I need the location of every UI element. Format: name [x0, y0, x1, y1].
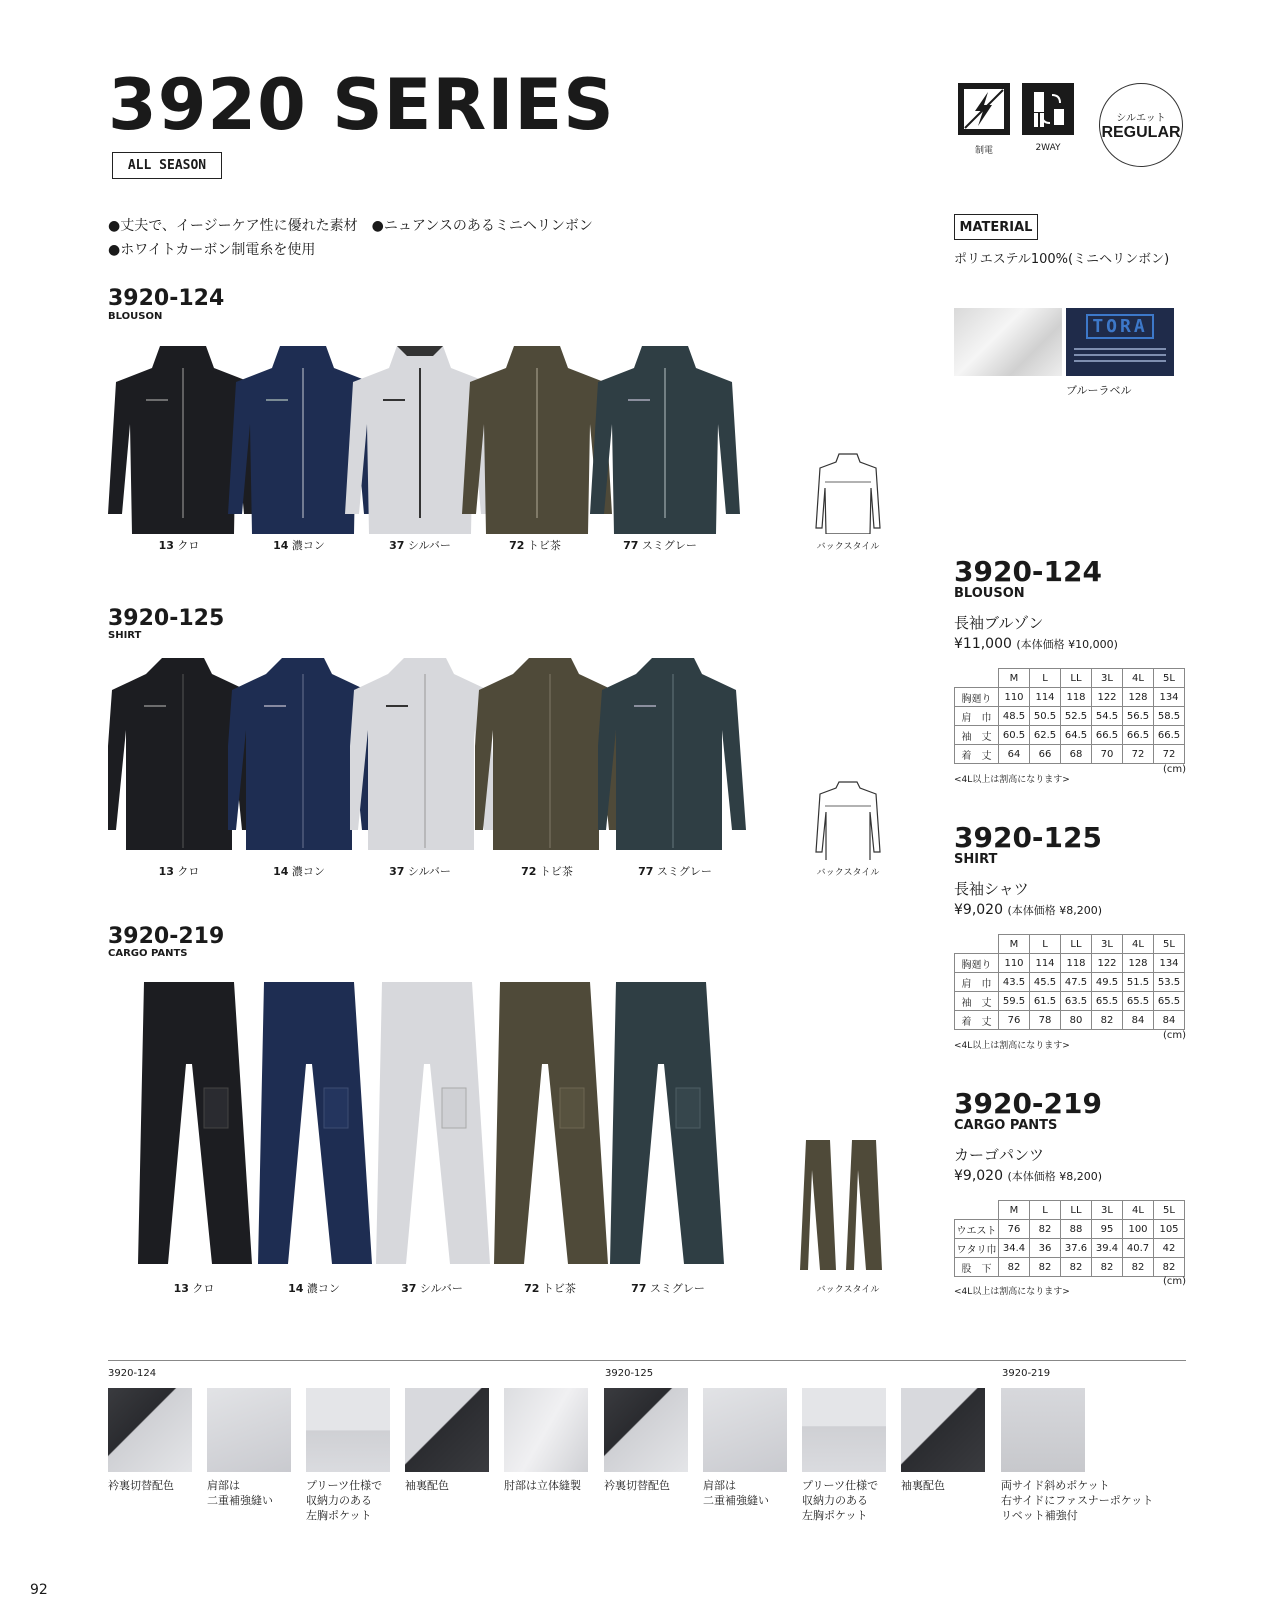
- detail-thumbnail: [504, 1388, 588, 1472]
- spec-type: SHIRT: [954, 852, 998, 867]
- pants-back-style-image: [800, 1138, 900, 1274]
- tora-logo: TORA: [1086, 314, 1153, 339]
- shirt-77-image: [598, 654, 748, 854]
- silhouette-badge: [1099, 83, 1183, 167]
- color-label: 37 シルバー: [389, 539, 451, 552]
- blouson-back-style-image: [815, 452, 881, 534]
- product-code: 3920-124: [108, 286, 225, 311]
- fabric-swatch-image: [954, 308, 1062, 376]
- detail-group-code: 3920-125: [605, 1368, 654, 1379]
- color-label: 13 クロ: [158, 865, 200, 878]
- product-code: 3920-125: [108, 606, 225, 631]
- season-badge: ALL SEASON: [112, 152, 222, 179]
- product-type: BLOUSON: [108, 311, 163, 322]
- product-type: SHIRT: [108, 630, 142, 641]
- color-label: 77 スミグレー: [631, 1282, 705, 1295]
- detail-thumbnail: [703, 1388, 787, 1472]
- color-label: 72 トビ茶: [521, 865, 573, 878]
- detail-caption: プリーツ仕様で 収納力のある 左胸ポケット: [802, 1479, 879, 1522]
- unit-label: (cm): [1163, 1276, 1187, 1287]
- unit-label: (cm): [1163, 764, 1187, 775]
- table-row: 肩 巾 48.5 50.5 52.5 54.5 56.5 58.5: [955, 707, 1185, 726]
- material-text: ポリエステル100%(ミニヘリンボン): [954, 252, 1170, 267]
- table-row: 着 丈 64 66 68 70 72 72: [955, 745, 1185, 764]
- size-note: <4L以上は割高になります>: [954, 1041, 1070, 1051]
- size-table: M L LL 3L 4L 5L 胸廻り 110 114 118 122 128 134 肩 巾 43.5 45.5 47.5 49.5 51.5 53.5 袖 丈 59.5 61.5 63.5 65.5 65.5 65.5 着 丈 76 78 80 82 84 84: [954, 934, 1185, 1030]
- detail-thumbnail: [1001, 1388, 1085, 1472]
- detail-thumbnail: [306, 1388, 390, 1472]
- color-label: 13 クロ: [158, 539, 200, 552]
- table-row: 袖 丈 60.5 62.5 64.5 66.5 66.5 66.5: [955, 726, 1185, 745]
- product-type: CARGO PANTS: [108, 948, 188, 959]
- size-table: M L LL 3L 4L 5L ウエスト 76 82 88 95 100 105 ワタリ巾 34.4 36 37.6 39.4 40.7 42 股 下 82 82 82 82 82 82: [954, 1200, 1185, 1277]
- color-label: 77 スミグレー: [623, 539, 697, 552]
- spec-price: ¥11,000 (本体価格 ¥10,000): [954, 636, 1118, 652]
- detail-caption: 袖裏配色: [405, 1479, 449, 1492]
- spec-price: ¥9,020 (本体価格 ¥8,200): [954, 902, 1103, 918]
- feature-line-1: ●丈夫で、イージーケア性に優れた素材 ●ニュアンスのあるミニヘリンボン: [108, 218, 593, 234]
- 2way-icon: [1022, 83, 1074, 135]
- table-row: 肩 巾 43.5 45.5 47.5 49.5 51.5 53.5: [955, 973, 1185, 992]
- detail-caption: 肩部は 二重補強縫い: [703, 1479, 769, 1507]
- spec-price: ¥9,020 (本体価格 ¥8,200): [954, 1168, 1103, 1184]
- antistatic-caption: 制電: [974, 146, 993, 156]
- pants-14-image: [256, 978, 376, 1268]
- table-row: ウエスト 76 82 88 95 100 105: [955, 1220, 1185, 1239]
- spec-name: 長袖シャツ: [954, 880, 1029, 898]
- table-row: 股 下 82 82 82 82 82 82: [955, 1258, 1185, 1277]
- color-label: 37 シルバー: [401, 1282, 463, 1295]
- detail-caption: 袖裏配色: [901, 1479, 945, 1492]
- color-label: 13 クロ: [173, 1282, 215, 1295]
- detail-group-code: 3920-219: [1002, 1368, 1051, 1379]
- silhouette-value: REGULAR: [1101, 123, 1181, 141]
- detail-caption: 肘部は立体縫製: [504, 1479, 581, 1492]
- detail-thumbnail: [604, 1388, 688, 1472]
- detail-caption: 肩部は 二重補強縫い: [207, 1479, 273, 1507]
- table-row: ワタリ巾 34.4 36 37.6 39.4 40.7 42: [955, 1239, 1185, 1258]
- detail-caption: 衿裏切替配色: [108, 1479, 174, 1492]
- color-label: 77 スミグレー: [638, 865, 712, 878]
- silhouette-label: シルエット: [1116, 112, 1166, 124]
- color-label: 14 濃コン: [273, 865, 325, 878]
- table-row: 着 丈 76 78 80 82 84 84: [955, 1011, 1185, 1030]
- pants-72-image: [492, 978, 612, 1268]
- spec-code: 3920-124: [954, 555, 1102, 588]
- size-table: M L LL 3L 4L 5L 胸廻り 110 114 118 122 128 134 肩 巾 48.5 50.5 52.5 54.5 56.5 58.5 袖 丈 60.5 62.5 64.5 66.5 66.5 66.5 着 丈 64 66 68 70 72 72: [954, 668, 1185, 764]
- back-style-label: バックスタイル: [816, 868, 880, 878]
- antistatic-icon: [958, 83, 1010, 135]
- detail-caption: 衿裏切替配色: [604, 1479, 670, 1492]
- product-code: 3920-219: [108, 924, 225, 949]
- spec-type: BLOUSON: [954, 586, 1025, 601]
- 2way-caption: 2WAY: [1035, 143, 1061, 153]
- color-label: 72 トビ茶: [509, 539, 561, 552]
- shirt-back-style-image: [815, 780, 881, 860]
- spec-type: CARGO PANTS: [954, 1118, 1058, 1133]
- blue-label-image: [1066, 308, 1174, 376]
- back-style-label: バックスタイル: [816, 1285, 880, 1295]
- table-row: 袖 丈 59.5 61.5 63.5 65.5 65.5 65.5: [955, 992, 1185, 1011]
- detail-group-code: 3920-124: [108, 1368, 157, 1379]
- unit-label: (cm): [1163, 1030, 1187, 1041]
- table-row: 胸廻り 110 114 118 122 128 134: [955, 688, 1185, 707]
- detail-thumbnail: [207, 1388, 291, 1472]
- blue-label-caption: ブルーラベル: [1066, 384, 1132, 397]
- material-badge: MATERIAL: [954, 214, 1038, 240]
- spec-name: カーゴパンツ: [954, 1146, 1045, 1164]
- spec-code: 3920-125: [954, 821, 1102, 854]
- pants-77-image: [608, 978, 728, 1268]
- detail-caption: 両サイド斜めポケット 右サイドにファスナーポケット リベット補強付: [1001, 1479, 1154, 1522]
- feature-line-2: ●ホワイトカーボン制電糸を使用: [108, 242, 316, 258]
- detail-caption: プリーツ仕様で 収納力のある 左胸ポケット: [306, 1479, 383, 1522]
- series-title: 3920 SERIES: [108, 64, 615, 146]
- back-style-label: バックスタイル: [816, 542, 880, 552]
- detail-thumbnail: [108, 1388, 192, 1472]
- detail-thumbnail: [405, 1388, 489, 1472]
- color-label: 14 濃コン: [273, 539, 325, 552]
- color-label: 37 シルバー: [389, 865, 451, 878]
- color-label: 72 トビ茶: [524, 1282, 576, 1295]
- color-label: 14 濃コン: [288, 1282, 340, 1295]
- size-note: <4L以上は割高になります>: [954, 1287, 1070, 1297]
- spec-code: 3920-219: [954, 1087, 1102, 1120]
- divider: [108, 1360, 1186, 1361]
- blouson-77-image: [590, 340, 740, 538]
- spec-name: 長袖ブルゾン: [954, 614, 1044, 632]
- detail-thumbnail: [802, 1388, 886, 1472]
- size-note: <4L以上は割高になります>: [954, 775, 1070, 785]
- detail-thumbnail: [901, 1388, 985, 1472]
- table-row: 胸廻り 110 114 118 122 128 134: [955, 954, 1185, 973]
- page-number: 92: [30, 1582, 48, 1598]
- pants-37-image: [374, 978, 494, 1268]
- pants-13-image: [136, 978, 256, 1268]
